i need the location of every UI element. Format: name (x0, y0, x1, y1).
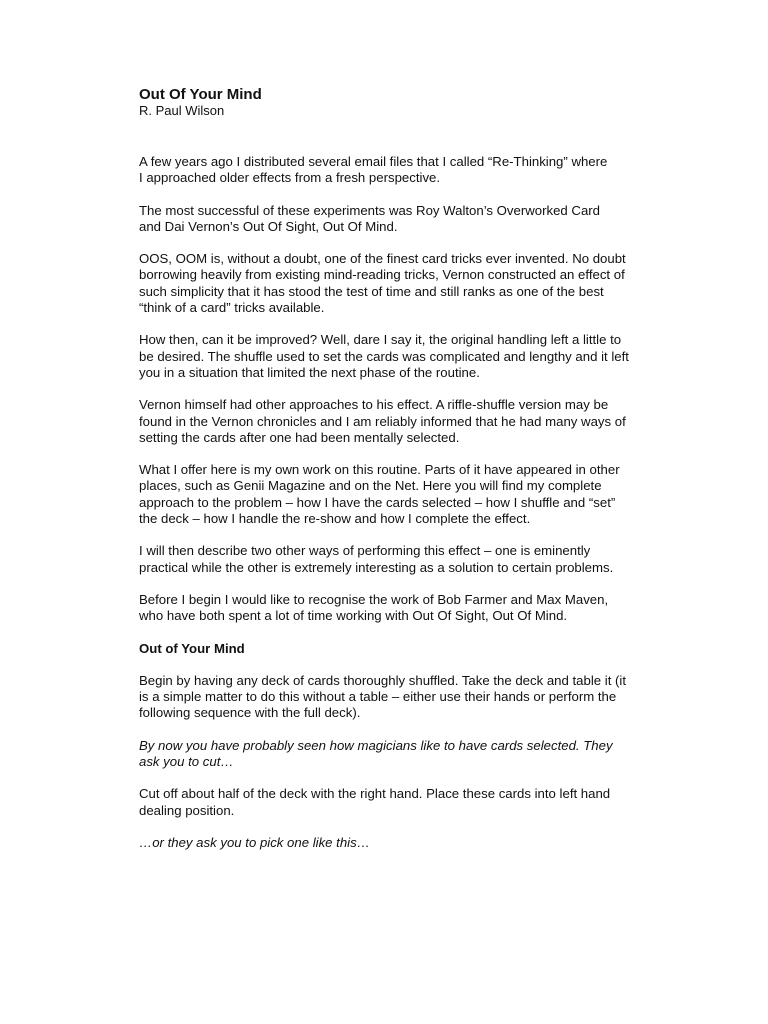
paragraph: Before I begin I would like to recognise the work of Bob Farmer and Max Maven, who have both spent a lot of time working with Out Of Sight, Out Of Mind. (139, 591, 609, 624)
paragraph: Cut off about half of the deck with the right hand. Place these cards into left hand dealing position. (139, 786, 611, 818)
paragraph: A few years ago I distributed several email files that I called “Re-Thinking” where I approached older effects from a fresh perspective. (139, 154, 608, 186)
paragraph: What I offer here is my own work on this routine. Parts of it have appeared in other places, such as Genii Magazine and on the Net. Here you will find my complete approach to the problem – how I have the cards selected – how I shuffle and “set” the deck – how I handle the re-show and how I complete the effect. (139, 462, 620, 527)
section-heading: Out of Your Mind (139, 640, 245, 656)
document-title: Out Of Your Mind (139, 86, 262, 103)
paragraph: The most successful of these experiments was Roy Walton’s Overworked Card and Dai Vernon’s Out Of Sight, Out Of Mind. (139, 202, 601, 234)
paragraph: How then, can it be improved? Well, dare I say it, the original handling left a little to be desired. The shuffle used to set the cards was complicated and lengthy and it left you in a situation that limited the next phase of the routine. (139, 332, 629, 380)
paragraph: I will then describe two other ways of performing this effect – one is eminently practical while the other is extremely interesting as a solution to certain problems. (139, 543, 614, 575)
document-author: R. Paul Wilson (139, 103, 225, 118)
paragraph: Begin by having any deck of cards thoroughly shuffled. Take the deck and table it (it is a simple matter to do this without a table – either use their hands or perform the following sequence with the full deck). (139, 672, 627, 721)
paragraph: Vernon himself had other approaches to his effect. A riffle-shuffle version may be found in the Vernon chronicles and I am reliably informed that he had many ways of setting the cards after one had been mentally selected. (139, 397, 626, 445)
italic-paragraph: …or they ask you to pick one like this… (139, 834, 370, 850)
document-page (139, 86, 631, 851)
italic-paragraph: By now you have probably seen how magicians like to have cards selected. They ask you to cut… (139, 737, 613, 770)
paragraph: OOS, OOM is, without a doubt, one of the finest card tricks ever invented. No doubt borrowing heavily from existing mind-reading tricks, Vernon constructed an effect of such simplicity that it has stood the test of time and still ranks as one of the best “think of a card” tricks available. (139, 251, 626, 316)
